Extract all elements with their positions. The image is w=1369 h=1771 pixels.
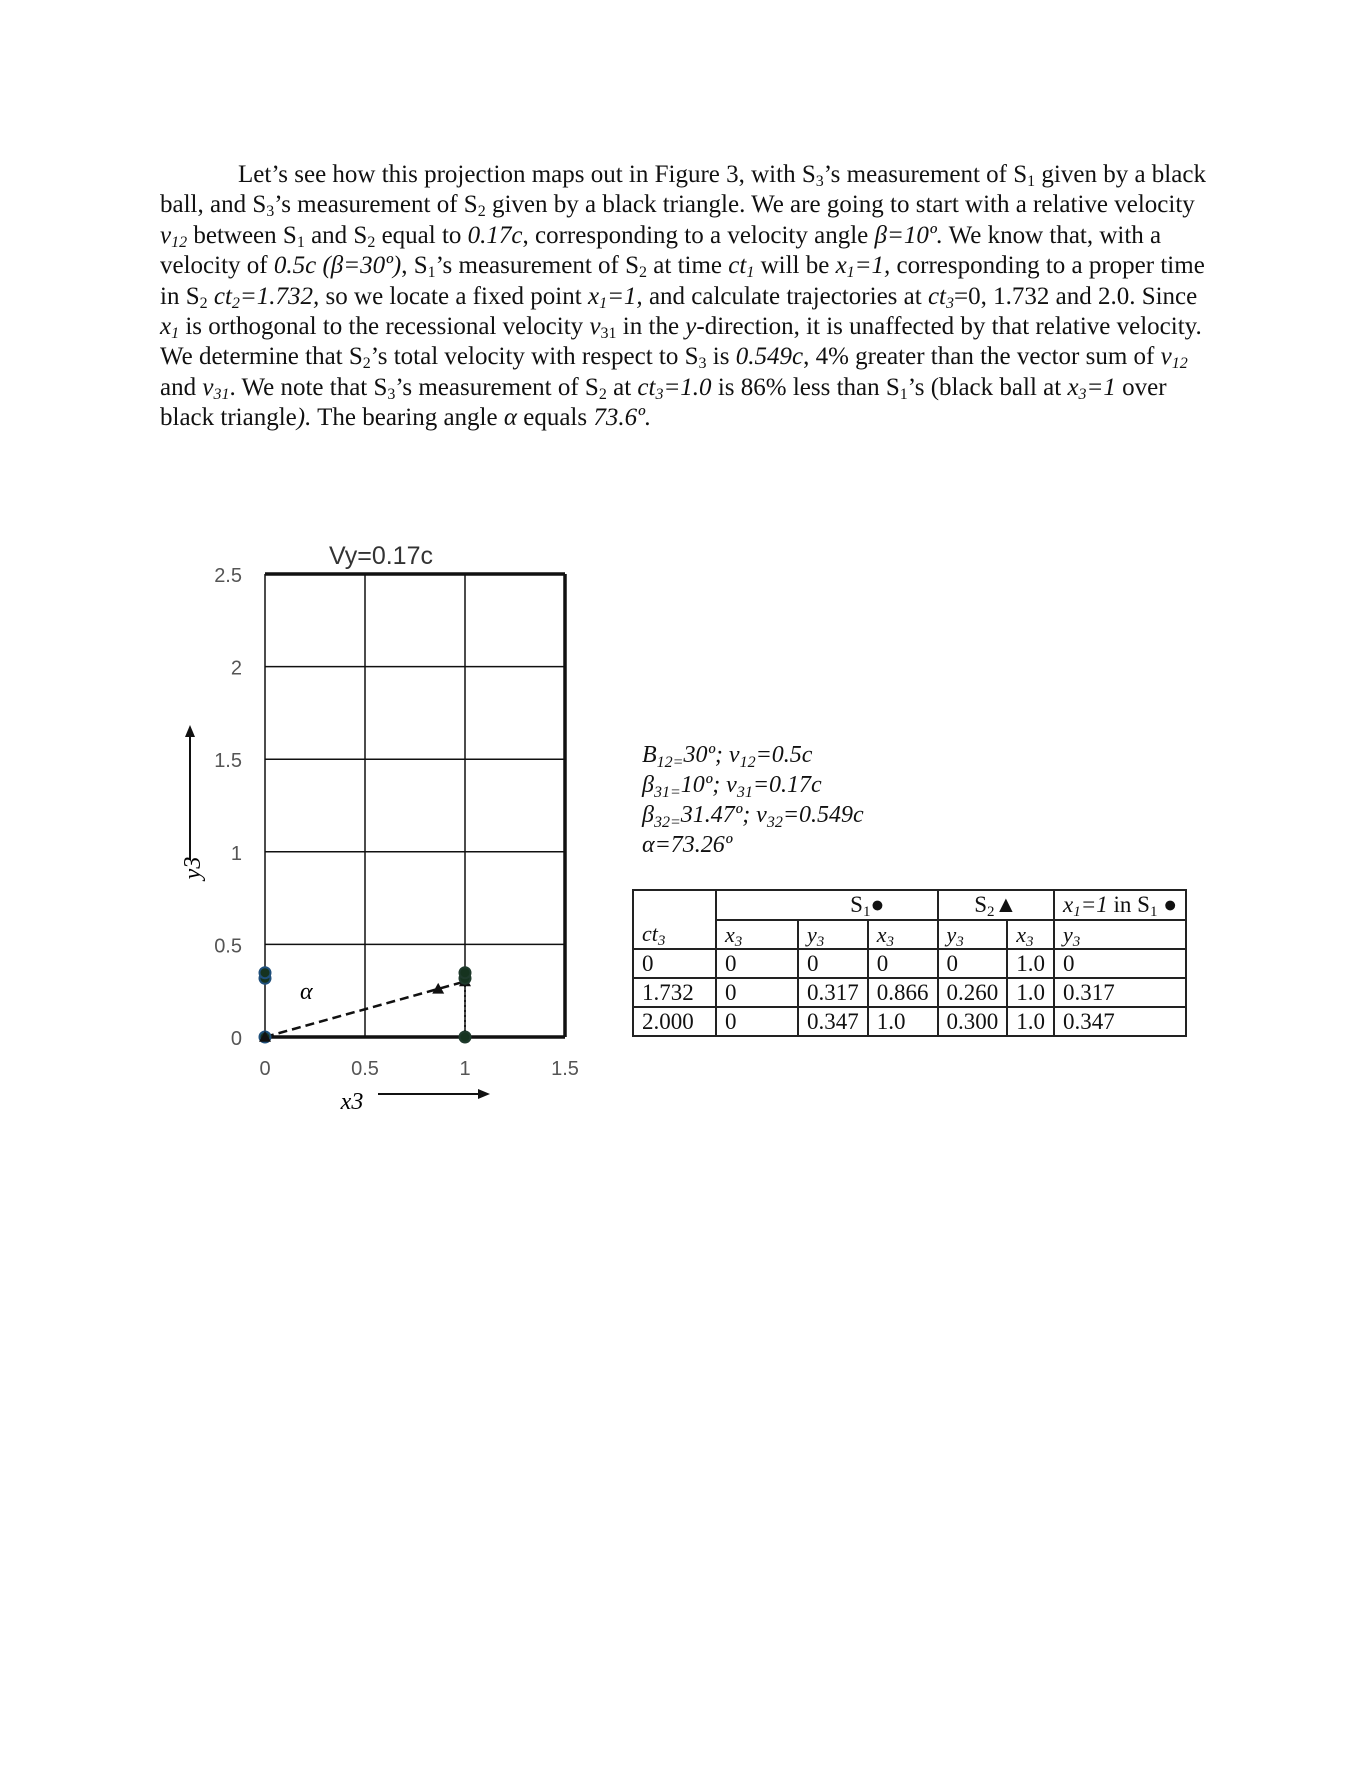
header-s1-y3: $y_3$ xyxy=(798,920,868,949)
y-axis-arrowhead xyxy=(185,725,195,737)
cell: 1.0 xyxy=(1007,978,1054,1007)
body-paragraph: Let’s see how this projection maps out in Figure 3, with $S_3’s$ measurement of $S_1$ given by a black ball, and $S_3’s$ measurement of $S_2$ given by a black triangle. We are going to start with a relative velocity $v_{12}$ between $S_1$ and $S_2$ equal to 0.17c, corresponding to a velocity angle β=10º. We know that, with a velocity of 0.5c (β=30º), $S_1’s$ measurement of $S_2$ at time $ct_1$ will be $x_1=1$, corresponding to a proper time in $S_2$ $ct_2=1.732$, so we locate a fixed point $x_1=1$, and calculate trajectories at $ct_3=0$, 1.732 and 2.0. Since $x_1$ is orthogonal to the recessional velocity $v_{31}$ in the y-direction, it is unaffected by that relative velocity. We determine that $S_2’s$ total velocity with respect to $S_3$ is 0.549c, 4% greater than the vector sum of $v_{12}$ and $v_{31}$. We note that $S_3’s$ measurement of $S_2$ at $ct_3=1.0$ is 86% less than $S_1’s$ (black ball at $x_3=1$ over black triangle). The bearing angle α equals 73.6º. xyxy=(160,161,1206,432)
cell: 0 xyxy=(938,949,1008,978)
table-row xyxy=(633,1007,1186,1036)
cell: 0 xyxy=(716,949,798,978)
cell: 1.732 xyxy=(633,978,716,1007)
angle-alpha-label: α xyxy=(300,979,313,1005)
y-tick-label: 2 xyxy=(230,657,242,680)
cell: 1.0 xyxy=(868,1007,938,1036)
y-tick-label: 2.5 xyxy=(214,565,242,587)
table-row xyxy=(633,949,1186,978)
cell: 0.317 xyxy=(798,978,868,1007)
cell: 0.347 xyxy=(798,1007,868,1036)
table-header-row xyxy=(633,920,1186,949)
table-group-row xyxy=(633,890,1186,920)
param-line-4: α=73.26º xyxy=(642,832,733,858)
y-tick-label: 1.5 xyxy=(214,750,242,773)
table-row xyxy=(633,978,1186,1007)
y-tick-label: 0 xyxy=(230,1028,242,1050)
chart-grid xyxy=(265,574,565,1037)
cell: 1.0 xyxy=(1007,1007,1054,1036)
cell: 0 xyxy=(633,949,716,978)
y-tick-label: 0.5 xyxy=(214,935,242,958)
header-ct3: $ct_3$ xyxy=(633,920,716,949)
parameters-block xyxy=(642,740,864,860)
x-tick-label: 0.5 xyxy=(351,1058,379,1080)
header-s1-x3: $x_3$ xyxy=(716,920,798,949)
cell: 0.317 xyxy=(1054,978,1186,1007)
cell: 0 xyxy=(716,978,798,1007)
cell: 0.866 xyxy=(868,978,938,1007)
header-s2-y3: $y_3$ xyxy=(938,920,1008,949)
y-axis-label: y3 xyxy=(180,856,206,880)
group-x1-in-s1: $x_1=1$ in $S_1$ ● xyxy=(1054,890,1186,920)
header-s2-x3: $x_3$ xyxy=(868,920,938,949)
cell: 0.347 xyxy=(1054,1007,1186,1036)
cell: 0 xyxy=(868,949,938,978)
group-s1: $S_1●$ xyxy=(798,890,938,920)
cell: 0 xyxy=(1054,949,1186,978)
param-line-3: $\beta_{32=}31.47º$; $v_{32}=0.549c$ xyxy=(642,802,864,831)
x-axis-label: x3 xyxy=(340,1089,364,1115)
x1-ball-marker xyxy=(460,967,471,978)
param-line-2: $\beta_{31=}10º$; $v_{31}=0.17c$ xyxy=(642,772,822,801)
cell: 2.000 xyxy=(633,1007,716,1036)
y-tick-label: 1 xyxy=(230,842,242,865)
param-line-1: $B_{12=}30º$; $v_{12}=0.5c$ xyxy=(642,742,813,771)
s1-ball-marker xyxy=(260,967,271,978)
header-x1-x3: $x_3$ xyxy=(1007,920,1054,949)
x-tick-label: 1 xyxy=(459,1058,471,1080)
x1-ball-marker xyxy=(460,1032,471,1043)
chart-title: Vy=0.17c xyxy=(328,542,434,570)
group-s2: $S_2▲$ xyxy=(938,890,1055,920)
results-table xyxy=(632,889,1187,1037)
cell: 0.260 xyxy=(938,978,1008,1007)
x-axis-arrowhead xyxy=(478,1089,490,1099)
cell: 1.0 xyxy=(1007,949,1054,978)
x-tick-label: 1.5 xyxy=(551,1058,579,1080)
chart-ticks xyxy=(214,565,579,1080)
cell: 0 xyxy=(716,1007,798,1036)
cell: 0.300 xyxy=(938,1007,1008,1036)
x-tick-label: 0 xyxy=(259,1058,271,1080)
cell: 0 xyxy=(798,949,868,978)
header-x1-y3: $y_3$ xyxy=(1054,920,1186,949)
